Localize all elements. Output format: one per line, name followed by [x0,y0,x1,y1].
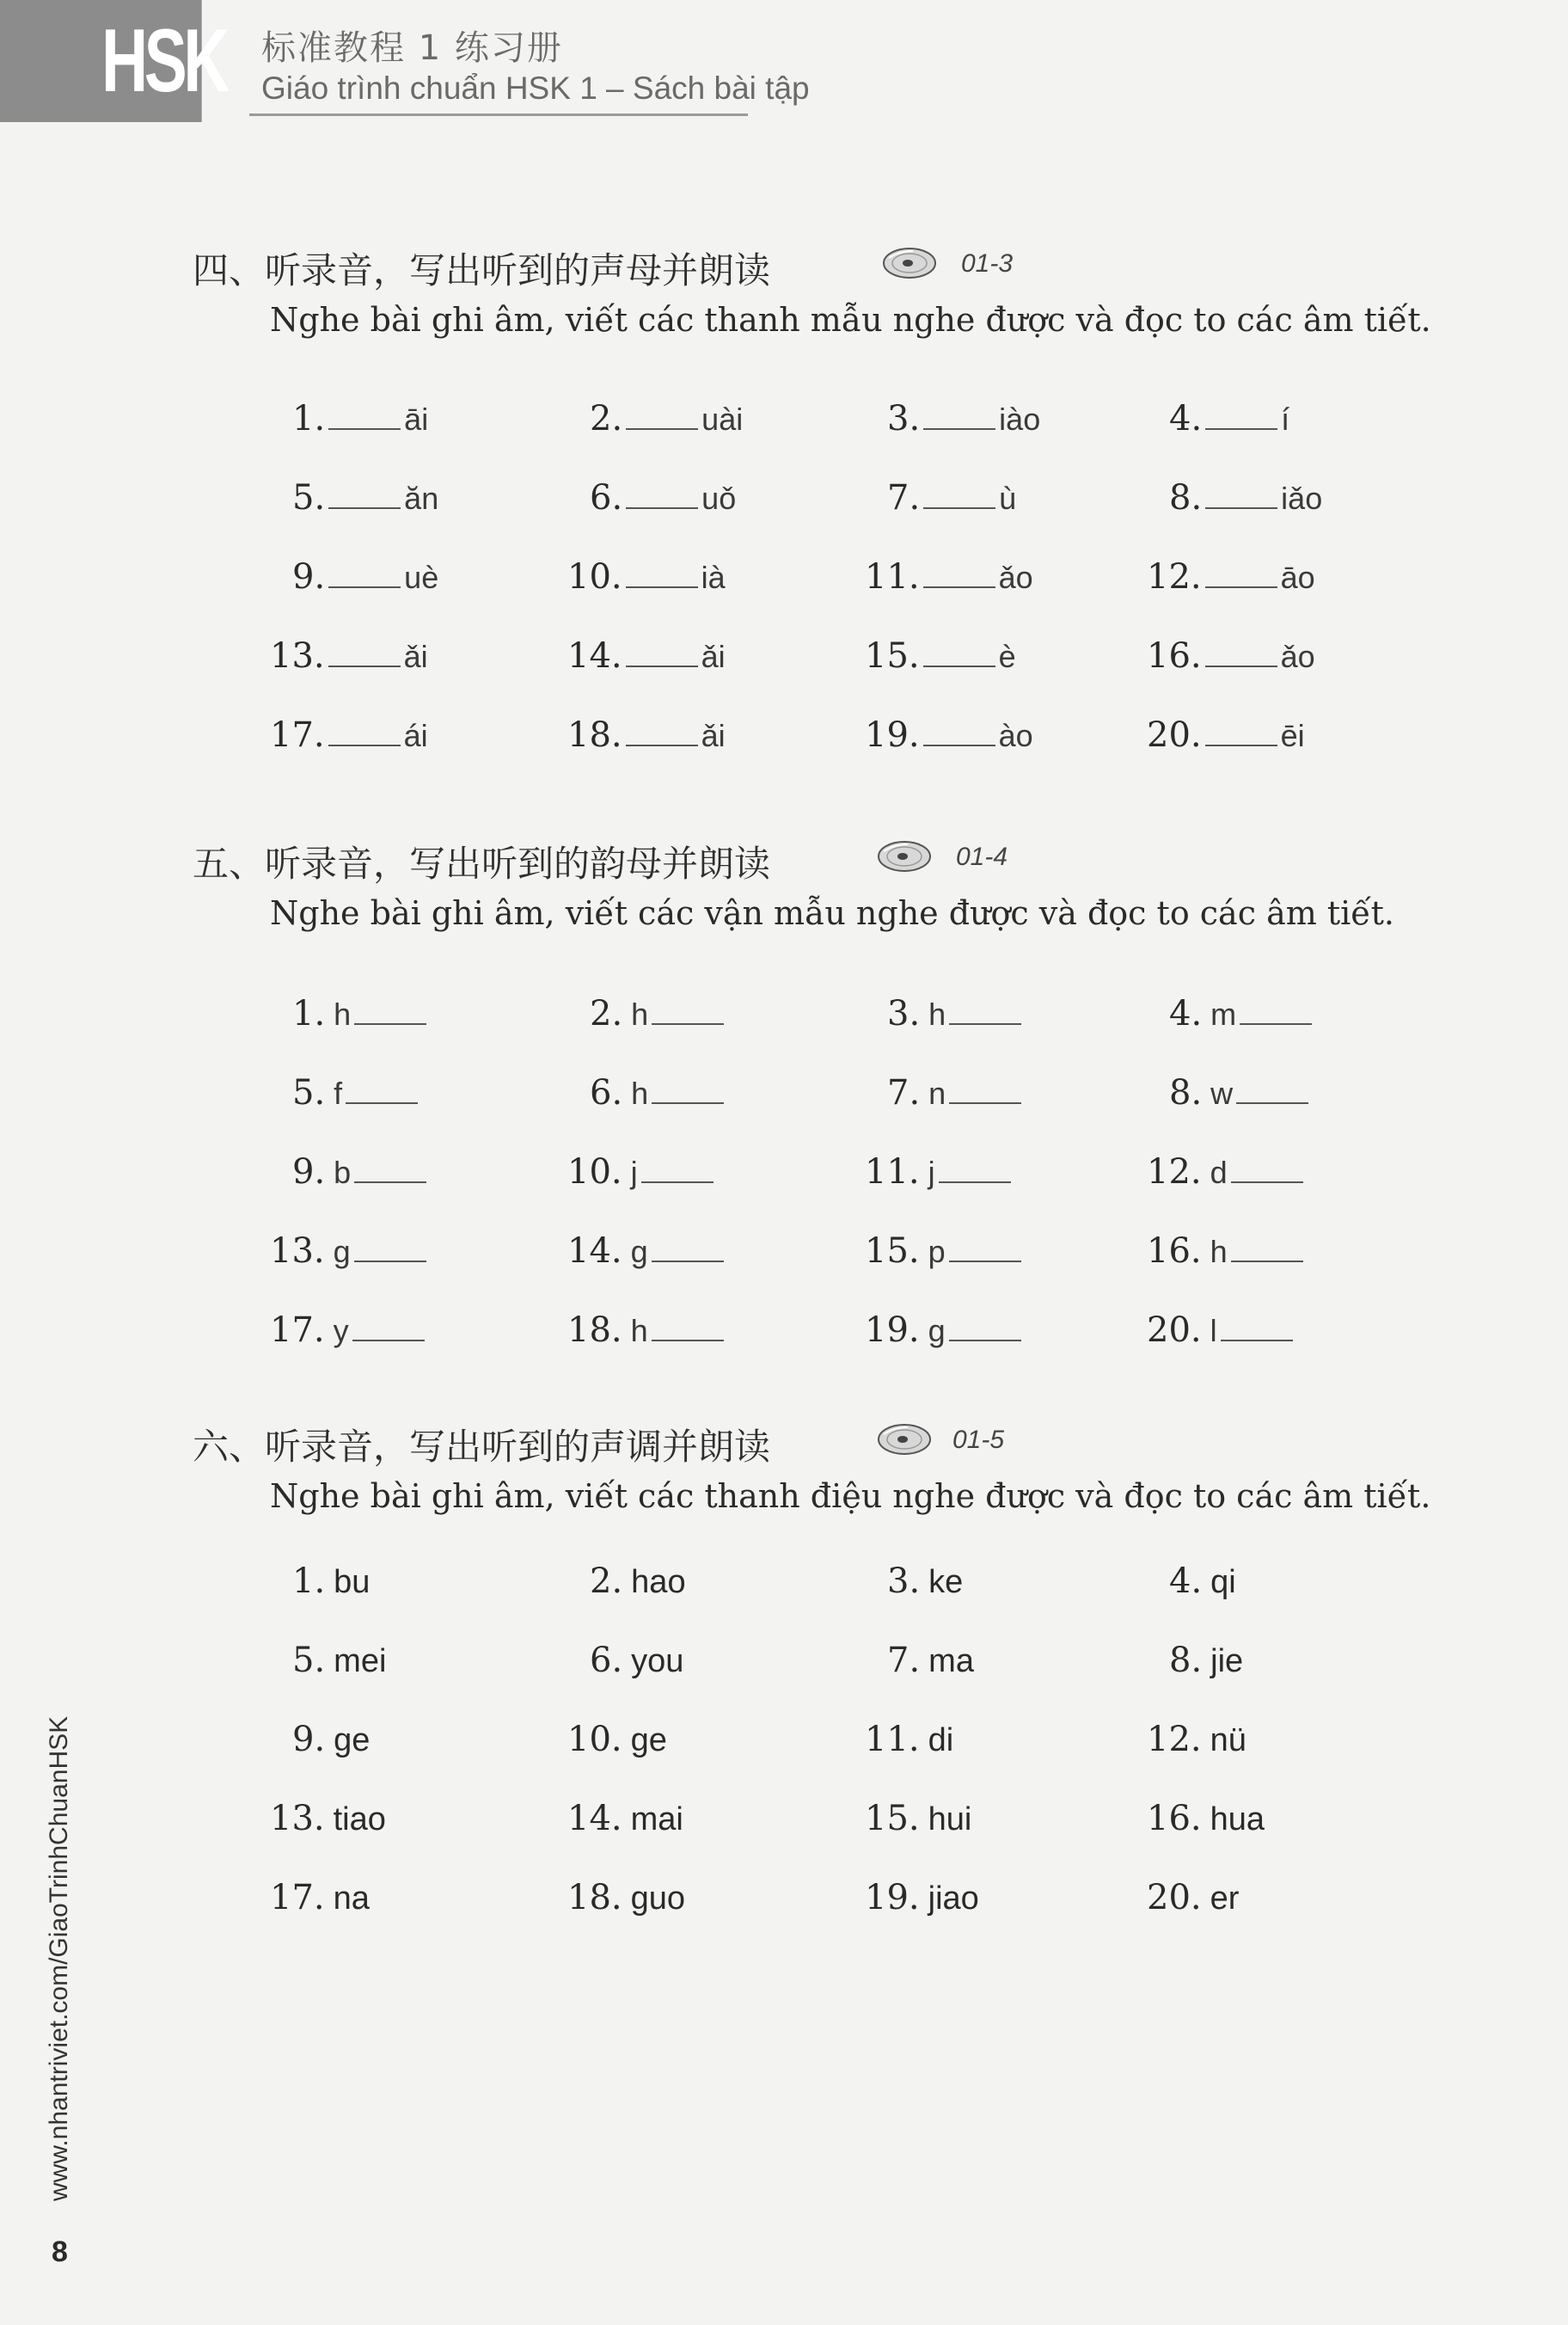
answer-blank[interactable] [354,1150,426,1183]
item-number: 10. [567,1720,622,1759]
exercise-item[interactable] [865,1718,953,1761]
audio-track-label: 01-4 [956,843,1008,871]
item-number: 9. [292,557,326,597]
syllable-final: ù [999,481,1017,516]
answer-blank[interactable] [1236,1071,1308,1104]
item-number: 13. [270,1231,325,1271]
exercise-item [590,1071,727,1114]
audio-cd-icon[interactable] [882,246,937,280]
syllable-final: uǒ [701,481,737,516]
item-number: 11. [865,1152,920,1192]
page-number: 8 [52,2236,68,2268]
answer-blank[interactable] [923,397,995,430]
exercise-item[interactable] [270,1876,370,1919]
exercise-item [1147,1230,1307,1273]
answer-blank[interactable] [1205,714,1277,746]
syllable: na [333,1880,370,1917]
exercise-item [270,714,428,757]
syllable-final: ái [403,718,428,753]
exercise-item [887,992,1025,1035]
answer-blank[interactable] [346,1071,418,1104]
item-number: 17. [270,1878,325,1917]
answer-blank[interactable] [923,555,995,588]
syllable-initial: p [928,1234,946,1269]
syllable: you [631,1643,684,1679]
syllable-initial: h [1210,1234,1228,1269]
syllable: di [928,1722,954,1758]
exercise-item [1169,397,1289,440]
exercise-item [567,1150,717,1193]
item-number: 6. [590,1641,623,1680]
item-number: 9. [292,1720,326,1759]
syllable: mai [630,1801,683,1837]
syllable-final: ǎo [998,560,1033,595]
item-number: 10. [567,1152,622,1192]
exercise-item [865,1230,1025,1273]
answer-blank[interactable] [328,635,401,667]
item-number: 18. [567,715,622,755]
syllable-final: ēi [1280,718,1305,753]
syllable-final: ào [998,718,1033,753]
exercise-item [270,635,428,678]
item-number: 15. [865,636,920,676]
syllable-initial: f [334,1076,343,1111]
answer-blank[interactable] [1205,476,1277,509]
syllable-final: í [1281,402,1290,437]
answer-blank[interactable] [652,1309,724,1341]
item-number: 4. [1169,1561,1203,1601]
audio-track-label: 01-5 [952,1426,1005,1454]
syllable-final: ǎi [701,639,726,674]
exercise-item [887,476,1016,519]
exercise-item[interactable] [292,1718,370,1761]
answer-blank[interactable] [328,714,401,746]
answer-blank[interactable] [641,1150,714,1183]
answer-blank[interactable] [949,1230,1021,1262]
exercise-item[interactable] [865,1876,979,1919]
item-number: 8. [1169,478,1203,518]
item-number: 14. [567,1799,622,1838]
item-number: 4. [1169,399,1203,439]
item-number: 15. [865,1799,920,1838]
syllable-initial: g [333,1234,351,1269]
syllable-initial: g [928,1313,946,1348]
syllable-initial: d [1210,1155,1228,1190]
item-number: 15. [865,1231,920,1271]
header-title-cn: 标准教程 1 练习册 [261,28,563,68]
item-number: 13. [270,1799,325,1838]
syllable-initial: j [630,1155,638,1190]
item-number: 11. [865,557,920,597]
item-number: 2. [590,994,623,1034]
exercise-item [1147,1150,1307,1193]
answer-blank[interactable] [949,1309,1021,1341]
item-number: 5. [292,1641,326,1680]
item-number: 19. [865,1310,920,1350]
syllable: qi [1210,1564,1236,1600]
syllable: hui [928,1801,972,1837]
exercise-item [292,1150,430,1193]
answer-blank[interactable] [923,476,995,509]
syllable: ge [334,1722,371,1758]
answer-blank[interactable] [652,992,724,1025]
answer-blank[interactable] [1231,1230,1303,1262]
item-number: 9. [292,1152,326,1192]
exercise-item[interactable] [1169,1639,1243,1682]
exercise-item[interactable] [292,1560,370,1603]
answer-blank[interactable] [626,714,698,746]
exercise-item [292,476,438,519]
exercise-item [292,1071,421,1114]
exercise-item[interactable] [270,1797,386,1840]
answer-blank[interactable] [1205,397,1277,430]
exercise-item[interactable] [1147,1876,1239,1919]
item-number: 19. [865,715,920,755]
header-band [0,0,112,122]
exercise-item [292,992,430,1035]
item-number: 18. [567,1878,622,1917]
syllable-final: ǎi [403,639,428,674]
exercise-item [865,714,1033,757]
exercise-item[interactable] [590,1639,683,1682]
syllable-initial: m [1210,997,1237,1032]
syllable-initial: w [1210,1076,1234,1111]
answer-blank[interactable] [1221,1309,1293,1341]
item-number: 14. [567,1231,622,1271]
answer-blank[interactable] [949,992,1021,1025]
exercise-item[interactable] [292,1639,386,1682]
syllable-initial: h [334,997,352,1032]
exercise-item [567,1230,727,1273]
syllable-final: uè [404,560,439,595]
exercise-item [567,714,726,757]
syllable: jiao [928,1880,979,1917]
exercise-item[interactable] [887,1560,963,1603]
syllable: guo [630,1880,686,1917]
answer-blank[interactable] [939,1150,1011,1183]
exercise-item [270,1230,430,1273]
item-number: 14. [567,636,622,676]
item-number: 20. [1147,1310,1202,1350]
answer-blank[interactable] [1205,555,1277,588]
syllable: jie [1210,1643,1244,1679]
answer-blank[interactable] [328,555,401,588]
answer-blank[interactable] [626,555,698,588]
side-website-url: www.nhantriviet.com/GiaoTrinhChuanHSK [45,1715,73,2201]
exercise-item [1147,714,1305,757]
answer-blank[interactable] [1240,992,1312,1025]
exercise-item [292,397,428,440]
answer-blank[interactable] [1231,1150,1303,1183]
syllable-final: ià [701,560,726,595]
section-subtitle: Nghe bài ghi âm, viết các vận mẫu nghe được và đọc to các âm tiết. [270,894,1394,932]
syllable-final: è [998,639,1016,674]
item-number: 18. [567,1310,622,1350]
syllable: ge [630,1722,667,1758]
syllable: ma [928,1643,974,1679]
item-number: 3. [887,1561,921,1601]
exercise-item[interactable] [1147,1797,1265,1840]
syllable-final: iǎo [1281,481,1323,516]
item-number: 16. [1147,636,1202,676]
audio-cd-icon[interactable] [877,839,932,874]
answer-blank[interactable] [1205,635,1277,667]
syllable-initial: b [334,1155,352,1190]
exercise-item [865,555,1033,598]
section-title: 六、听录音，写出听到的声调并朗读 [193,1426,771,1468]
exercise-item [590,397,743,440]
syllable: hua [1210,1801,1265,1837]
exercise-item[interactable] [1169,1560,1236,1603]
item-number: 20. [1147,715,1202,755]
item-number: 1. [292,399,326,439]
syllable-initial: h [928,997,946,1032]
syllable-initial: h [631,1076,649,1111]
item-number: 12. [1147,557,1202,597]
item-number: 10. [567,557,622,597]
exercise-item[interactable] [1147,1718,1246,1761]
answer-blank[interactable] [923,714,995,746]
syllable: bu [334,1564,371,1600]
section-subtitle: Nghe bài ghi âm, viết các thanh điệu nghe được và đọc to các âm tiết. [270,1477,1431,1515]
syllable-final: ăn [404,481,439,516]
section-title: 四、听录音，写出听到的声母并朗读 [193,249,771,291]
exercise-item [1169,1071,1312,1114]
syllable-final: ǎi [701,718,726,753]
answer-blank[interactable] [328,397,401,430]
item-number: 7. [887,478,921,518]
section-title: 五、听录音，写出听到的韵母并朗读 [193,843,771,885]
item-number: 12. [1147,1720,1202,1759]
audio-cd-icon[interactable] [877,1422,932,1457]
exercise-item[interactable] [567,1876,685,1919]
item-number: 17. [270,715,325,755]
syllable: tiao [333,1801,386,1837]
item-number: 11. [865,1720,920,1759]
answer-blank[interactable] [328,476,401,509]
item-number: 7. [887,1073,921,1113]
syllable-final: uài [701,402,744,437]
syllable: ke [928,1564,964,1600]
syllable-final: āi [404,402,429,437]
item-number: 4. [1169,994,1203,1034]
syllable: mei [334,1643,387,1679]
syllable-initial: g [630,1234,648,1269]
exercise-item [270,1309,428,1352]
exercise-item [292,555,438,598]
syllable-final: iào [999,402,1041,437]
item-number: 7. [887,1641,921,1680]
answer-blank[interactable] [626,635,698,667]
item-number: 16. [1147,1231,1202,1271]
syllable-initial: y [333,1313,349,1348]
audio-track-label: 01-3 [961,249,1014,278]
answer-blank[interactable] [652,1230,724,1262]
item-number: 12. [1147,1152,1202,1192]
answer-blank[interactable] [354,992,426,1025]
item-number: 3. [887,994,921,1034]
exercise-item [1147,1309,1296,1352]
syllable: er [1210,1880,1240,1917]
item-number: 8. [1169,1641,1203,1680]
exercise-item [1169,476,1322,519]
exercise-item [887,397,1040,440]
section-subtitle: Nghe bài ghi âm, viết các thanh mẫu nghe được và đọc to các âm tiết. [270,301,1431,339]
syllable-initial: h [630,1313,648,1348]
exercise-item [1147,635,1315,678]
syllable-initial: h [631,997,649,1032]
exercise-item [590,992,727,1035]
exercise-item[interactable] [567,1797,683,1840]
exercise-item[interactable] [567,1718,667,1761]
exercise-item [567,635,726,678]
item-number: 17. [270,1310,325,1350]
syllable: nü [1210,1722,1246,1758]
item-number: 1. [292,1561,326,1601]
answer-blank[interactable] [352,1309,425,1341]
syllable-initial: j [928,1155,935,1190]
item-number: 5. [292,1073,326,1113]
exercise-item [865,635,1016,678]
exercise-item[interactable] [887,1639,974,1682]
exercise-item [865,1150,1014,1193]
item-number: 5. [292,478,326,518]
exercise-item [590,476,736,519]
syllable-final: āo [1280,560,1315,595]
item-number: 20. [1147,1878,1202,1917]
exercise-item [567,1309,727,1352]
item-number: 1. [292,994,326,1034]
exercise-item [567,555,726,598]
exercise-item [865,1309,1025,1352]
syllable-initial: n [928,1076,946,1111]
syllable-initial: l [1210,1313,1217,1348]
answer-blank[interactable] [949,1071,1021,1104]
item-number: 2. [590,1561,623,1601]
exercise-item [1147,555,1315,598]
answer-blank[interactable] [626,397,698,430]
exercise-item [1169,992,1315,1035]
item-number: 19. [865,1878,920,1917]
header-title-vn: Giáo trình chuẩn HSK 1 – Sách bài tập [261,71,810,106]
answer-blank[interactable] [626,476,698,509]
hsk-logo: HSK [101,0,202,122]
header-underline [249,113,748,116]
syllable-final: ǎo [1280,639,1315,674]
syllable: hao [631,1564,686,1600]
item-number: 3. [887,399,921,439]
item-number: 16. [1147,1799,1202,1838]
exercise-item[interactable] [590,1560,686,1603]
answer-blank[interactable] [354,1230,426,1262]
item-number: 8. [1169,1073,1203,1113]
item-number: 6. [590,478,623,518]
answer-blank[interactable] [923,635,995,667]
answer-blank[interactable] [652,1071,724,1104]
exercise-item [887,1071,1025,1114]
item-number: 2. [590,399,623,439]
exercise-item[interactable] [865,1797,971,1840]
item-number: 6. [590,1073,623,1113]
item-number: 13. [270,636,325,676]
